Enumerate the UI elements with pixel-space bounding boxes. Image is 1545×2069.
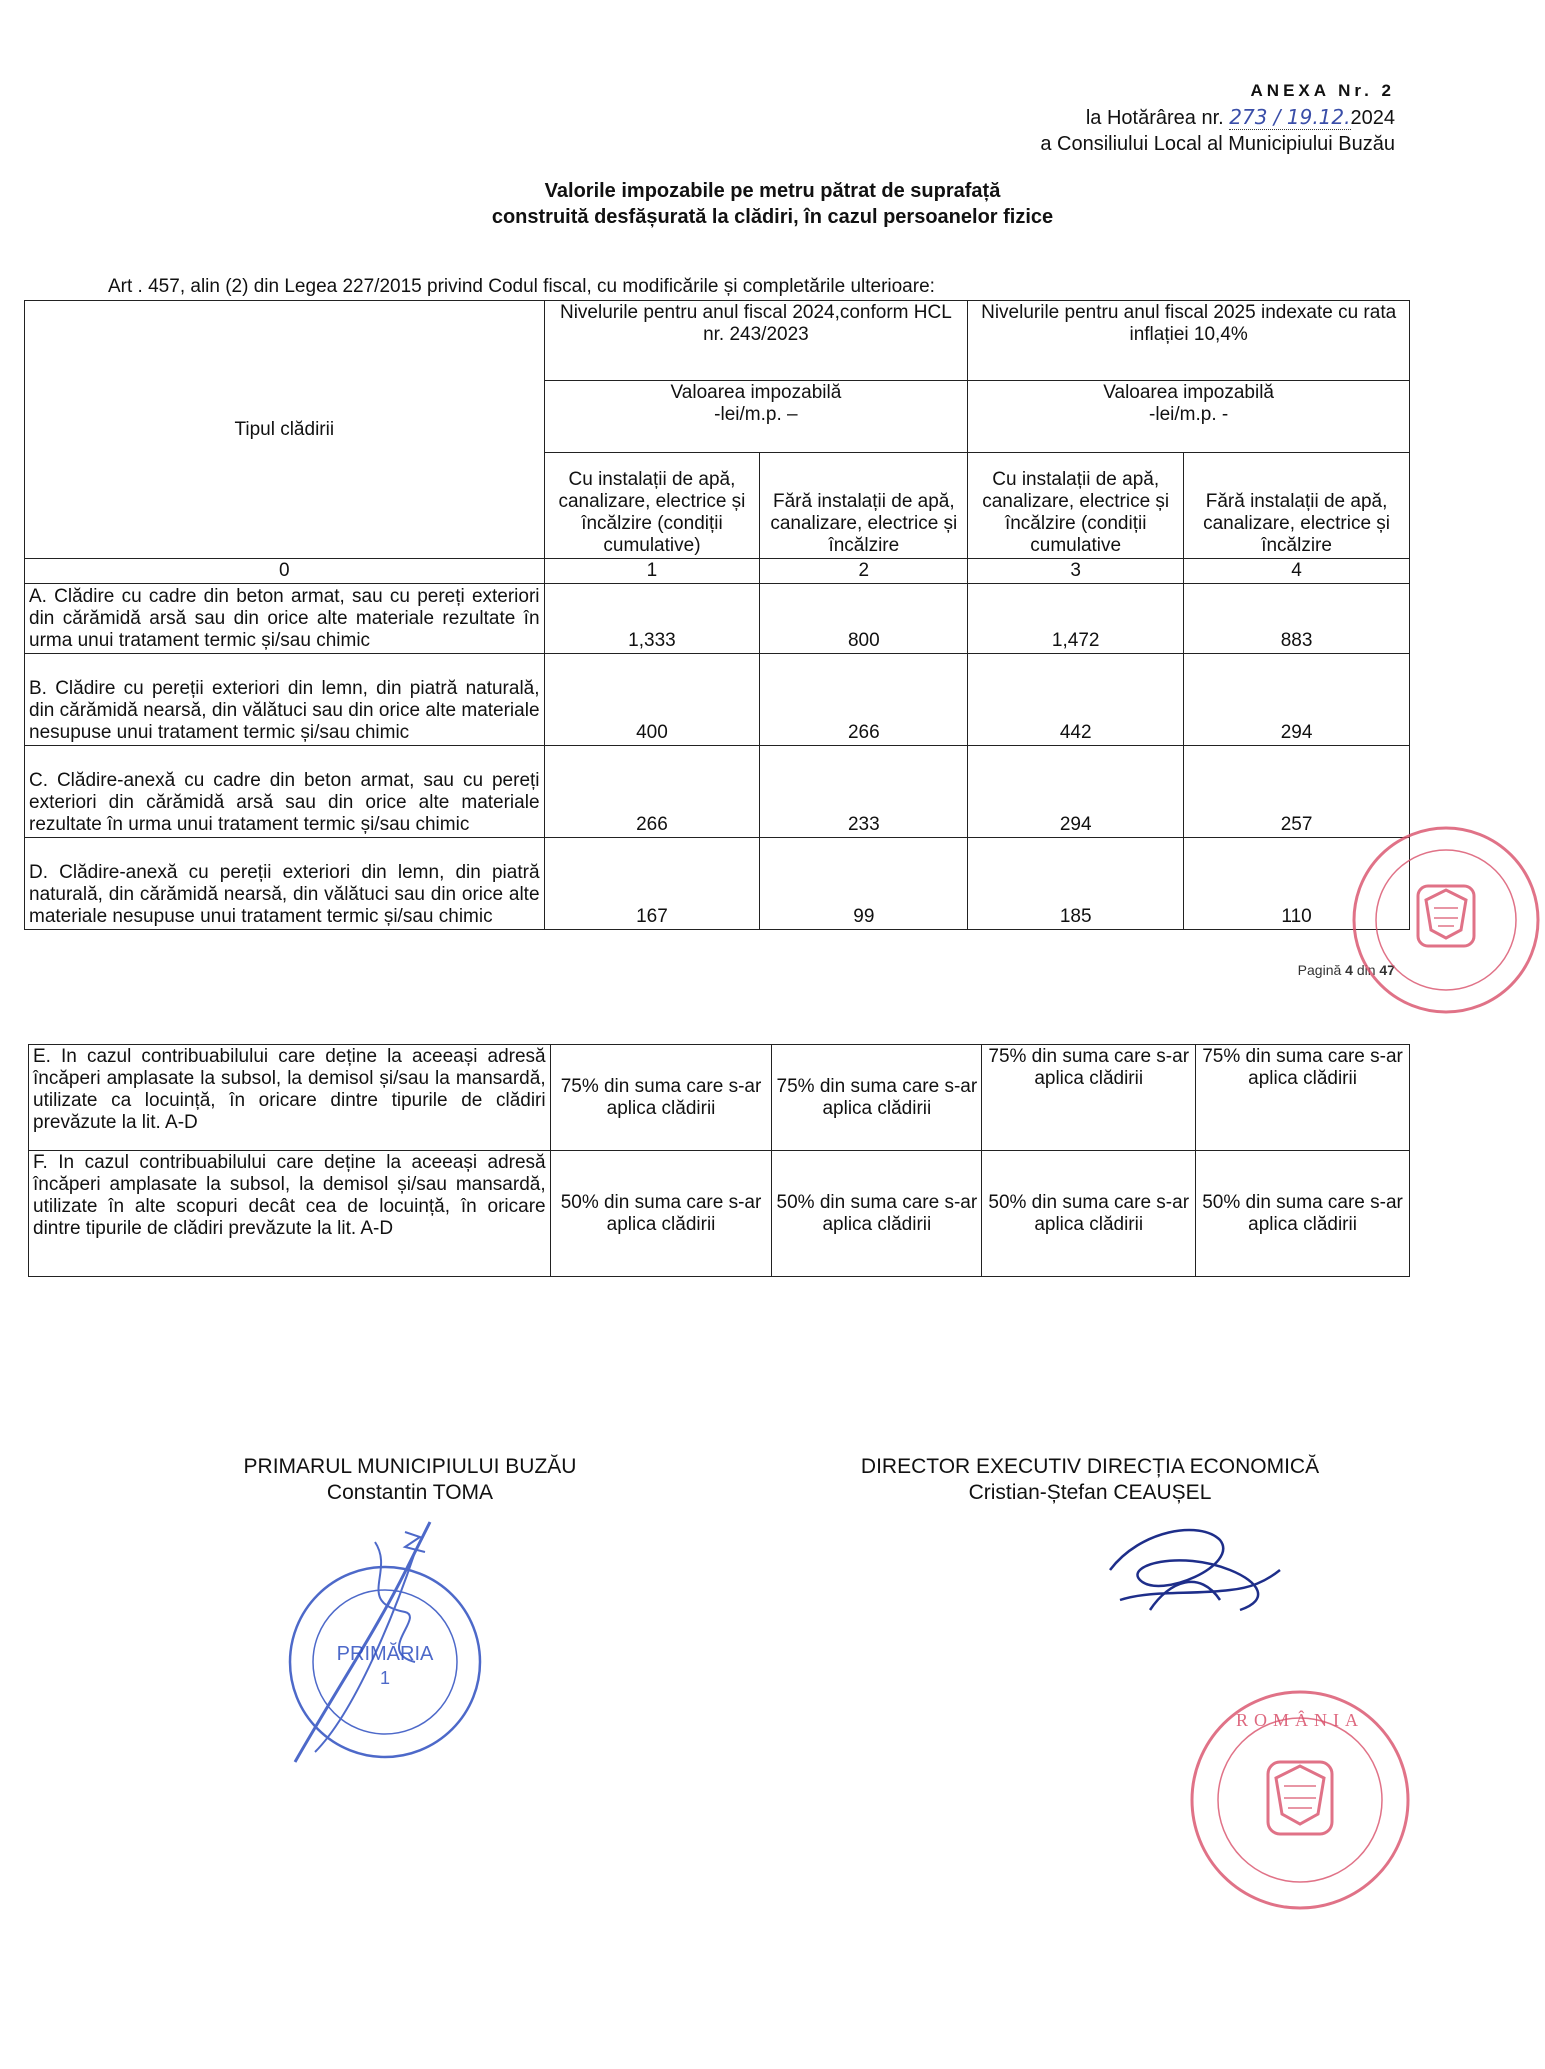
- table-row: D. Clădire-anexă cu pereții exteriori din lemn, din piatră naturală, din cărămidă nearsă, din vălătuci sau din orice alte materiale nesupuse unui tratament termic și/sau chimic 167 99 185 110: [25, 838, 1410, 930]
- row-label: B. Clădire cu pereții exteriori din lemn, din piatră naturală, din cărămidă nearsă, din vălătuci sau din orice alte materiale nesupuse unui tratament termic și/sau chimic: [25, 654, 545, 746]
- building-type-header: Tipul clădirii: [25, 301, 545, 559]
- decision-reference: la Hotărârea nr. 273 / 19.12.2024: [1085, 105, 1395, 129]
- subheader-with-utilities-2025: Cu instalații de apă, canalizare, electrice și încălzire (condiții cumulative: [968, 453, 1184, 559]
- taxable-value-2025-header: Valoarea impozabilă -lei/m.p. -: [968, 381, 1410, 453]
- taxable-value-2024-header: Valoarea impozabilă -lei/m.p. –: [544, 381, 968, 453]
- table-row: C. Clădire-anexă cu cadre din beton armat, sau cu pereți exteriori din cărămidă arsă sau din orice alte materiale rezultate în urma unui tratament termic și/sau chimic 266 233 294 257: [25, 746, 1410, 838]
- annex-number: ANEXA Nr. 2: [1250, 81, 1395, 100]
- legal-reference: Art . 457, alin (2) din Legea 227/2015 privind Codul fiscal, cu modificările și completările ulterioare:: [108, 276, 935, 297]
- row-label: C. Clădire-anexă cu cadre din beton armat, sau cu pereți exteriori din cărămidă arsă sau din orice alte materiale rezultate în urma unui tratament termic și/sau chimic: [25, 746, 545, 838]
- table-row: B. Clădire cu pereții exteriori din lemn, din piatră naturală, din cărămidă nearsă, din vălătuci sau din orice alte materiale nesupuse unui tratament termic și/sau chimic 400 266 442 294: [25, 654, 1410, 746]
- subheader-without-utilities-2024: Fără instalații de apă, canalizare, electrice și încălzire: [760, 453, 968, 559]
- row-label: D. Clădire-anexă cu pereții exteriori din lemn, din piatră naturală, din cărămidă nearsă, din vălătuci sau din orice alte materiale nesupuse unui tratament termic și/sau chimic: [25, 838, 545, 930]
- document-header: [1040, 78, 1395, 157]
- mayor-signature-block: [170, 1454, 650, 1506]
- handwritten-decision-number: 273 / 19.12.: [1229, 105, 1351, 129]
- director-title: DIRECTOR EXECUTIV DIRECȚIA ECONOMICĂ: [860, 1455, 1320, 1478]
- tax-values-table: [24, 300, 1410, 930]
- subheader-with-utilities-2024: Cu instalații de apă, canalizare, electrice și încălzire (condiții cumulative): [544, 453, 760, 559]
- page-title: Valorile impozabile pe metru pătrat de suprafață construită desfășurată la clădiri, în cazul persoanelor fizice: [491, 180, 1054, 228]
- page-number: Pagină 4 din 47: [1297, 962, 1395, 978]
- table-row: A. Clădire cu cadre din beton armat, sau cu pereți exteriori din cărămidă arsă sau din orice alte materiale rezultate în urma unui tratament termic și/sau chimic 1,333 800 1,472 883: [25, 584, 1410, 654]
- mayor-name: Constantin TOMA: [326, 1481, 494, 1504]
- special-cases-table: [28, 1044, 1410, 1277]
- director-name: Cristian-Ștefan CEAUȘEL: [968, 1481, 1212, 1504]
- council-name: a Consiliului Local al Municipiului Buzău: [1040, 133, 1395, 155]
- column-number-row: 0 1 2 3 4: [25, 559, 1410, 584]
- group-2025-header: Nivelurile pentru anul fiscal 2025 indexate cu rata inflației 10,4%: [968, 301, 1410, 381]
- row-label: E. In cazul contribuabilului care deține la aceeași adresă încăperi amplasate la subsol, la demisol și/sau la mansardă, utilizate ca locuință, în oricare dintre tipurile de clădiri prevăzute la lit. A-D: [29, 1045, 551, 1151]
- table-row: F. In cazul contribuabilului care deține la aceeași adresă încăperi amplasate la subsol, la demisol și/sau mansardă, utilizate în alte scopuri decât cea de locuință, în oricare dintre tipurile de clădiri prevăzute la lit. A-D 50% din suma care s-ar aplica clădirii 50% din suma care s-ar aplica clădirii 50% din suma care s-ar aplica clădirii 50% din suma care s-ar aplica clădirii: [29, 1151, 1410, 1277]
- council-seal-stamp-top: [1346, 820, 1545, 1020]
- row-label: A. Clădire cu cadre din beton armat, sau cu pereți exteriori din cărămidă arsă sau din orice alte materiale rezultate în urma unui tratament termic și/sau chimic: [25, 584, 545, 654]
- subheader-without-utilities-2025: Fără instalații de apă, canalizare, electrice și încălzire: [1184, 453, 1410, 559]
- stamp-romania-text: ROMÂNIA: [1235, 1710, 1365, 1730]
- stamp-number-text: 1: [379, 1668, 391, 1688]
- mayor-title: PRIMARUL MUNICIPIULUI BUZĂU: [243, 1455, 577, 1478]
- council-seal-stamp-bottom: [1180, 1680, 1420, 1920]
- stamp-primaria-text: PRIMĂRIA: [336, 1643, 434, 1665]
- director-signature-block: [820, 1454, 1360, 1506]
- table-row: E. In cazul contribuabilului care deține la aceeași adresă încăperi amplasate la subsol, la demisol și/sau la mansardă, utilizate ca locuință, în oricare dintre tipurile de clădiri prevăzute la lit. A-D 75% din suma care s-ar aplica clădirii 75% din suma care s-ar aplica clădirii 75% din suma care s-ar aplica clădirii 75% din suma care s-ar aplica clădirii: [29, 1045, 1410, 1151]
- director-handwritten-signature: [1080, 1510, 1300, 1630]
- city-hall-stamp: [255, 1512, 515, 1782]
- row-label: F. In cazul contribuabilului care deține la aceeași adresă încăperi amplasate la subsol, la demisol și/sau mansardă, utilizate în alte scopuri decât cea de locuință, în oricare dintre tipurile de clădiri prevăzute la lit. A-D: [29, 1151, 551, 1277]
- group-2024-header: Nivelurile pentru anul fiscal 2024,conform HCL nr. 243/2023: [544, 301, 968, 381]
